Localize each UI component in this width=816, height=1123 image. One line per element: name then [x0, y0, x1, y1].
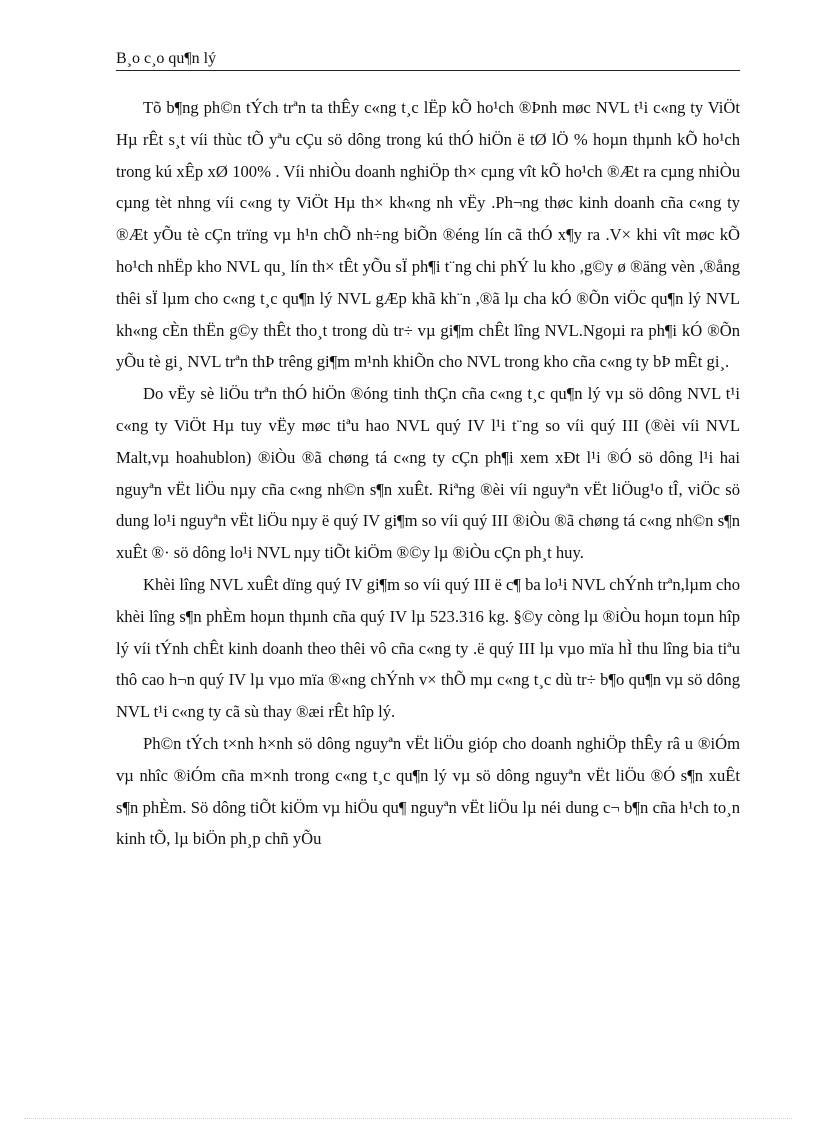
- paragraph: Ph©n tÝch t×nh h×nh sö dông nguyªn vËt liÖu gióp cho doanh nghiÖp thÊy râ u ®iÓm vµ nhîc ®iÓm cña m×nh trong c«ng t¸c qu¶n lý vµ sö dông nguyªn vËt liÖu ®Ó s¶n xuÊt s¶n phÈm. Sö dông tiÕt kiÖm vµ hiÖu qu¶ nguyªn vËt liÖu lµ néi dung c¬ b¶n cña h¹ch to¸n kinh tÕ, lµ biÖn ph¸p chñ yÕu: [116, 733, 740, 849]
- header-rule: [116, 70, 740, 71]
- document-body: [116, 92, 740, 855]
- page-bottom-border: [24, 1118, 792, 1119]
- paragraph: Do vËy sè liÖu trªn thÓ hiÖn ®óng tinh thÇn cña c«ng t¸c qu¶n lý vµ sö dông NVL t¹i c«ng ty ViÖt Hµ tuy vËy møc tiªu hao NVL quý IV l¹i t¨ng so víi quý III (®èi víi NVL Malt,vµ hoahublon) ®iÒu ®ã chøng tá c«ng ty cÇn ph¶i xem xÐt l¹i ®Ó sö dông l¹i hai nguyªn vËt liÖu nµy cña c«ng nh©n s¶n xuÊt. Riªng ®èi víi nguyªn vËt liÖug¹o tÎ, viÖc sö dung lo¹i nguyªn vËt liÖu nµy ë quý IV gi¶m so víi quý III ®iÒu ®ã chøng tá c«ng nh©n s¶n xuÊt ®· sö dông lo¹i NVL nµy tiÕt kiÖm ®©y lµ ®iÒu cÇn ph¸t huy.: [116, 384, 740, 563]
- page-header: [116, 48, 740, 70]
- report-header-title: B¸o c¸o qu¶n lý: [116, 50, 217, 67]
- paragraph: Khèi lîng NVL xuÊt dïng quý IV gi¶m so víi quý III ë c¶ ba lo¹i NVL chÝnh trªn,lµm cho khèi lîng s¶n phÈm hoµn thµnh cña quý IV lµ 523.316 kg. §©y còng lµ ®iÒu hoµn toµn hîp lý víi tÝnh chÊt kinh doanh theo thêi vô cña c«ng ty .ë quý III lµ vµo mïa hÌ thu lîng bia tiªu thô cao h¬n quý IV lµ vµo mïa ®«ng chÝnh v× thÕ mµ c«ng t¸c dù tr÷ b¶o qu¶n vµ sö dông NVL t¹i c«ng ty cã sù thay ®æi rÊt hîp lý.: [116, 574, 740, 722]
- paragraph: Tõ b¶ng ph©n tÝch trªn ta thÊy c«ng t¸c lËp kÕ ho¹ch ®Þnh møc NVL t¹i c«ng ty ViÖt Hµ rÊt s¸t víi thùc tÕ yªu cÇu sö dông trong kú thÓ hiÖn ë tØ lÖ % hoµn thµnh kÕ ho¹ch trong kú xÊp xØ 100% . Víi nhiÒu doanh nghiÖp th× cµng vît kÕ ho¹ch ®Æt ra cµng nhiÒu cµng tèt nhng víi c«ng ty ViÖt Hµ th× kh«ng nh vËy .Ph¬ng thøc kinh doanh cña c«ng ty ®Æt yÕu tè cÇn trïng vµ h¹n chÕ nh÷ng biÕn ®éng lín cã thÓ x¶y ra .V× khi vît møc kÕ ho¹ch nhËp kho NVL qu¸ lín th× tÊt yÕu sÏ ph¶i t¨ng chi phÝ lu kho ,g©y ø ®äng vèn ,®ång thêi sÏ lµm cho c«ng t¸c qu¶n lý NVL gÆp khã kh¨n ,®ã lµ cha kÓ ®Õn viÖc qu¶n lý NVL kh«ng cÈn thËn g©y thÊt tho¸t trong dù tr÷ vµ gi¶m chÊt lîng NVL.Ngoµi ra ph¶i kÓ ®Õn yÕu tè gi¸ NVL trªn thÞ trêng gi¶m m¹nh khiÕn cho NVL trong kho cña c«ng ty bÞ mÊt gi¸.: [116, 98, 740, 372]
